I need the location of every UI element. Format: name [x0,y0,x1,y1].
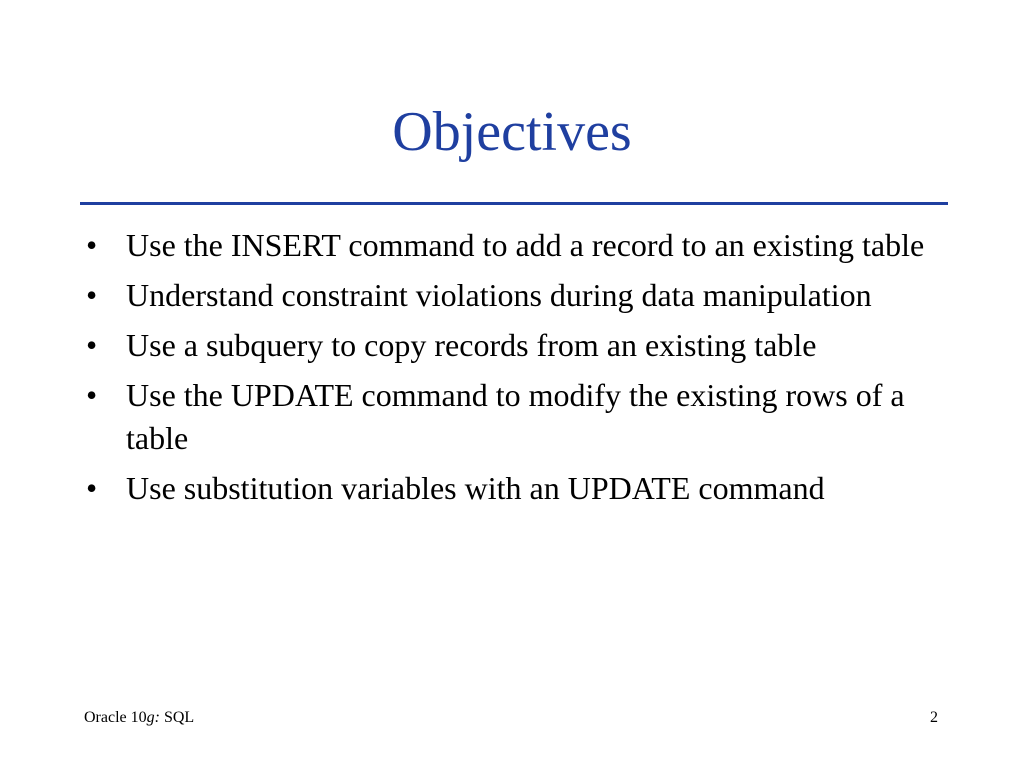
bullet-text: Use a subquery to copy records from an existing table [126,327,817,363]
list-item [86,374,956,460]
bullet-text: Understand constraint violations during data manipulation [126,277,872,313]
bullet-text: Use substitution variables with an UPDATE command [126,470,825,506]
list-item [86,274,956,317]
footer-course-suffix: SQL [159,709,195,726]
title-divider [80,202,948,205]
objectives-list [86,224,956,517]
bullet-icon: • [86,227,98,263]
footer-course-prefix: Oracle 10 [84,709,147,726]
list-item [86,324,956,367]
bullet-text: Use the INSERT command to add a record to an existing table [126,227,925,263]
bullet-icon: • [86,377,98,413]
list-item [86,224,956,267]
bullet-icon: • [86,327,98,363]
bullet-icon: • [86,470,98,506]
page-number: 2 [930,709,938,726]
slide-title: Objectives [392,101,632,163]
list-item [86,467,956,510]
footer-course-italic: g: [146,709,160,726]
footer-course-title [84,708,194,728]
bullet-icon: • [86,277,98,313]
bullet-text: Use the UPDATE command to modify the existing rows of a table [126,377,905,456]
